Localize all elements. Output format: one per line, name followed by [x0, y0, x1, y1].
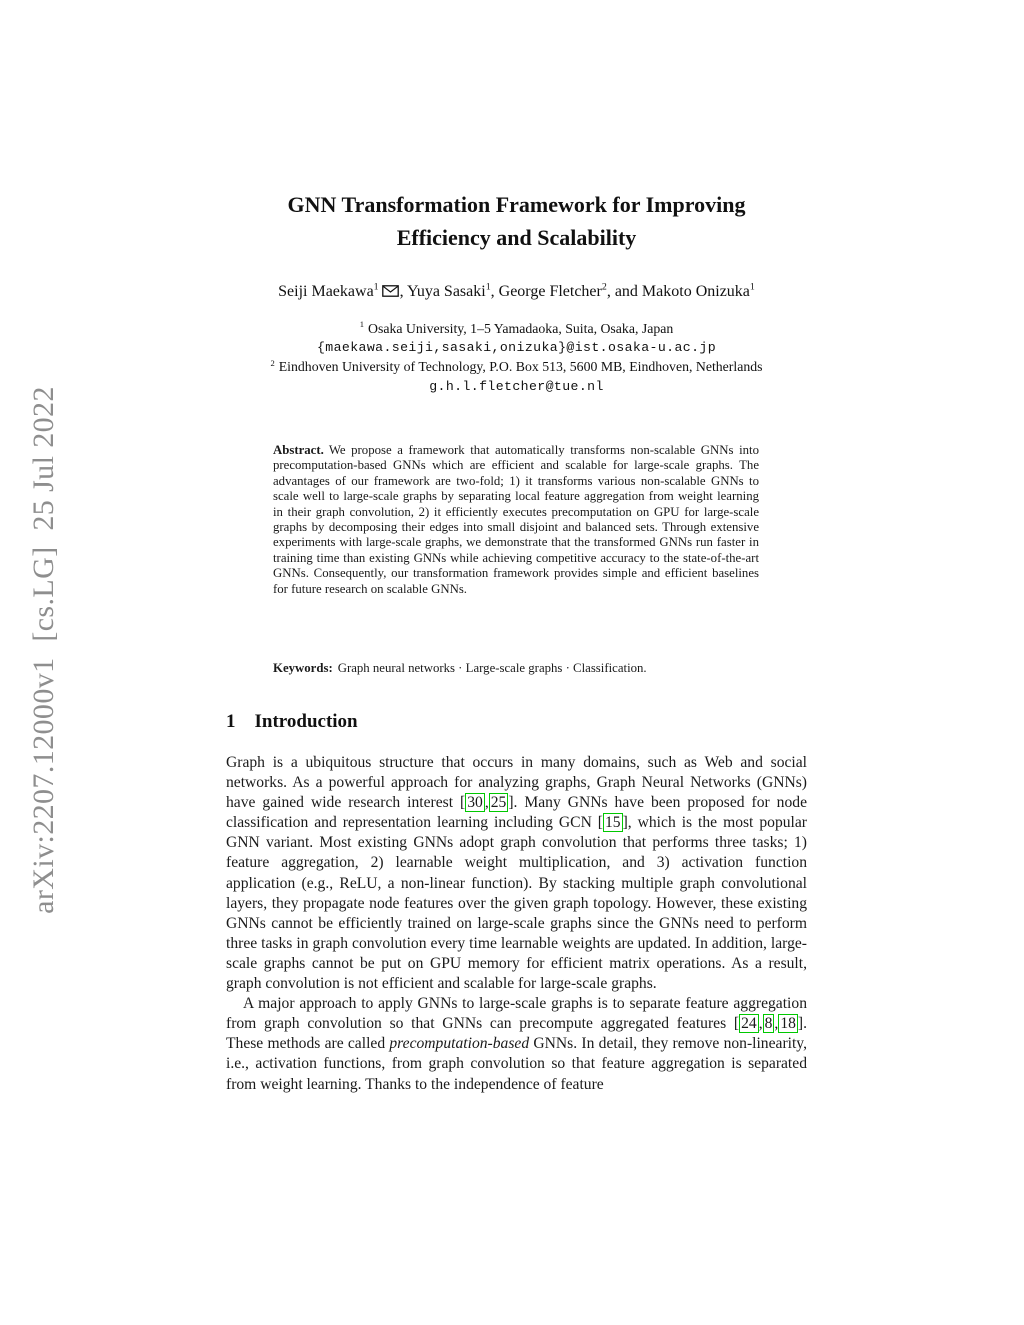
section-title: Introduction — [254, 711, 358, 732]
section-number: 1 — [226, 711, 236, 732]
paper-title-line1: GNN Transformation Framework for Improving — [287, 192, 746, 217]
citation-link[interactable]: 8 — [764, 1015, 773, 1033]
citation-link[interactable]: 24 — [741, 1015, 757, 1033]
affiliation-superscript: 1 — [359, 319, 364, 330]
arxiv-watermark: arXiv:2207.12000v1 [cs.LG] 25 Jul 2022 — [27, 386, 60, 914]
affiliation-line: $^2$ Eindhoven University of Technology, P.O. Box 513, 5600 MB, Eindhoven, Netherlands — [270, 357, 763, 375]
affiliations-block — [186, 319, 847, 396]
affiliation-email: g.h.l.fletcher@tue.nl — [429, 378, 604, 394]
abstract-label: Abstract. — [273, 443, 324, 457]
author-affiliation-superscript: 1 — [749, 281, 755, 293]
keywords-label: Keywords: — [273, 661, 333, 675]
author-affiliation-superscript: 2 — [601, 281, 607, 293]
affiliation-email: {maekawa.seiji,sasaki,onizuka}@ist.osaka-u.ac.jp — [316, 340, 717, 356]
paper-title — [226, 188, 807, 254]
corresponding-author-envelope-icon — [382, 284, 399, 302]
abstract-text: We propose a framework that automatically transforms non-scalable GNNs into precomputation-based GNNs which are efficient and scalable for large-scale graphs. The advantages of our framework are two-fold; 1) it transforms various non-scalable GNNs to scale well to large-scale graphs by separating local feature aggregation from weight learning in their graph convolution, 2) it efficiently executes precomputation on GPU for large-scale graphs by decomposing their edges into small disjoint and balanced sets. Through extensive experiments with large-scale graphs, we demonstrate that the transformed GNNs run faster in training time than existing GNNs while achieving competitive accuracy to the state-of-the-art GNNs. Consequently, our transformation framework provides simple and efficient baselines for future research on scalable GNNs. — [273, 443, 759, 596]
author-name: Yuya Sasaki — [407, 283, 486, 300]
paragraph: A major approach to apply GNNs to large-scale graphs is to separate feature aggregation from graph convolution so that GNNs can precompute aggregated features [ 24 , 8 , 18 ]. These methods are called precomputation-based GNNs. In detail, they remove non-linearity, i.e., activation functions, from graph convolution so that feature aggregation is separated from weight learning. Thanks to the independence of feature — [226, 995, 807, 1093]
affiliation-line: $^1$ Osaka University, 1–5 Yamadaoka, Suita, Osaka, Japan — [359, 319, 674, 336]
author-name: George Fletcher — [498, 283, 602, 300]
paragraph: Graph is a ubiquitous structure that occurs in many domains, such as Web and social networks. As a powerful approach for analyzing graphs, Graph Neural Networks (GNNs) have gained wide research interest [ 30 , 25 ]. Many GNNs have been proposed for node classification and representation learning including GCN [ 15 ], which is the most popular GNN variant. Most existing GNNs adopt graph convolution that performs three tasks; 1) feature aggregation, 2) learnable weight multiplication, and 3) activation function application (e.g., ReLU, a non-linear function). By stacking multiple graph convolutional layers, they propagate node features over the given graph topology. However, these existing GNNs cannot be efficiently trained on large-scale graphs since the GNNs need to perform three tasks in graph convolution every time learnable weights are updated. In addition, large-scale graphs cannot be put on GPU memory for efficient matrix operations. As a result, graph convolution is not efficient and scalable for large-scale graphs. — [226, 754, 807, 993]
affiliation-superscript: 2 — [270, 357, 275, 368]
abstract-paragraph — [273, 443, 759, 597]
citation-link[interactable]: 18 — [780, 1015, 796, 1033]
author-name: Seiji Maekawa — [278, 283, 374, 300]
introduction-body — [226, 753, 807, 1095]
keywords-text: Graph neural networks · Large-scale graphs · Classification. — [337, 661, 647, 675]
citation-link[interactable]: 25 — [490, 794, 507, 812]
citation-link[interactable]: 15 — [604, 814, 621, 832]
author-affiliation-superscript: 1 — [373, 281, 379, 293]
author-name: Makoto Onizuka — [641, 283, 750, 300]
keywords-line — [273, 661, 759, 676]
citation-link[interactable]: 30 — [467, 794, 483, 812]
author-affiliation-superscript: 1 — [485, 281, 491, 293]
authors-line: Seiji Maekawa$^1$ , Yuya Sasaki$^1$, George Fletcher$^2$, and Makoto Onizuka$^1$ — [278, 281, 755, 300]
italic-term: precomputation-based — [389, 1035, 530, 1053]
paper-title-line2: Efficiency and Scalability — [396, 225, 637, 250]
section-heading-introduction — [226, 711, 358, 733]
